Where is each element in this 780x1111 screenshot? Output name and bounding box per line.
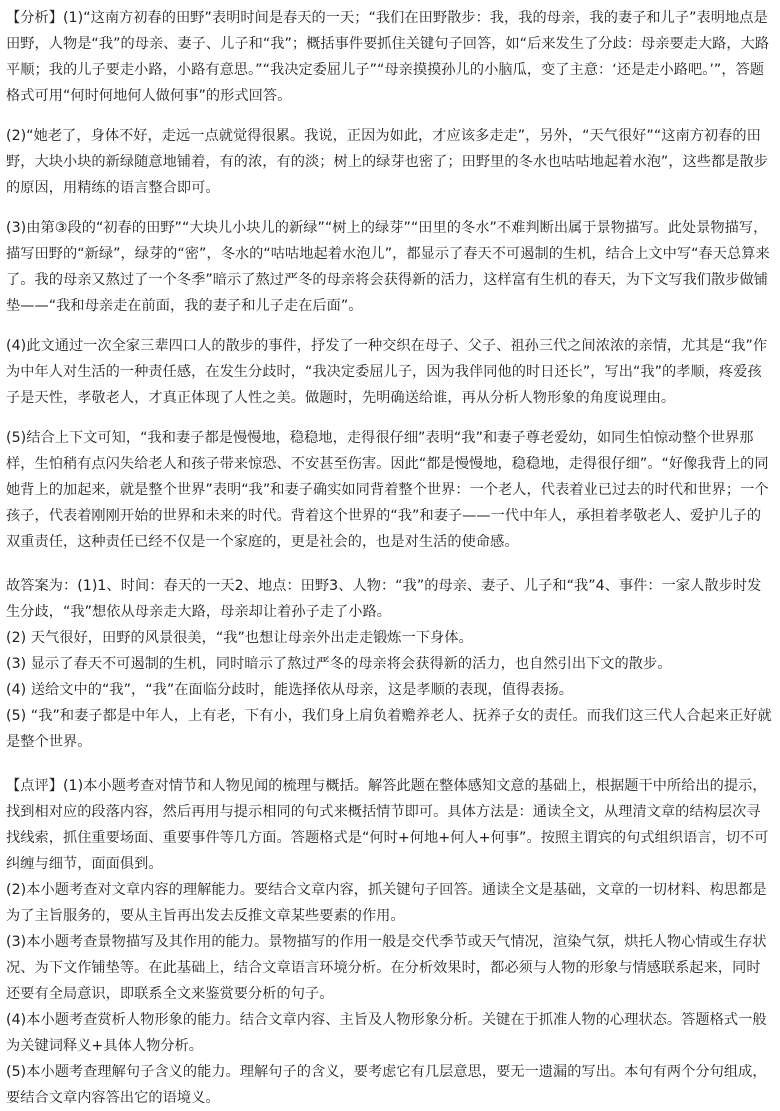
analysis-paragraph-4: (4)此文通过一次全家三辈四口人的散步的事件，抒发了一种交织在母子、父子、祖孙三代之间浓浓的亲情，尤其是“我”作为中年人对生活的一种责任感，在发生分歧时，“我决定委屈儿子，因为我伴同他的时日还长”，写出“我”的孝顺，疼爱孩子是天性，孝敬老人，才真正体现了人性之美。做题时，先明确送给谁，再从分析人物形象的角度说理由。 — [6, 338, 768, 406]
answer-paragraph-4: (4) 送给文中的“我”，“我”在面临分歧时，能选择依从母亲，这是孝顺的表现，值得表扬。 — [6, 682, 573, 698]
comment-paragraph-4: (4)本小题考查赏析人物形象的能力。结合文章内容、主旨及人物形象分析。关键在于抓准人物的心理状态。答题格式一般为关键词释义+具体人物分析。 — [6, 1012, 767, 1054]
answer-paragraph-2: (2) 天气很好，田野的风景很美，“我”也想让母亲外出走走锻炼一下身体。 — [6, 630, 473, 646]
analysis-paragraph-2: (2)“她老了，身体不好，走远一点就觉得很累。我说，正因为如此，才应该多走走”，另外，“天气很好”“这南方初春的田野，大块小块的新绿随意地铺着，有的浓，有的淡；树上的绿芽也密了；田野里的冬水也咕咕地起着水泡”，这些都是散步的原因，用精练的语言整合即可。 — [6, 128, 768, 196]
answer-paragraph-3: (3) 显示了春天不可遏制的生机，同时暗示了熬过严冬的母亲将会获得新的活力，也自然引出下文的散步。 — [6, 656, 672, 672]
answer-paragraph-5: (5) “我”和妻子都是中年人，上有老，下有小，我们身上肩负着赡养老人、抚养子女的责任。而我们这三代人合起来正好就是整个世界。 — [6, 708, 772, 750]
analysis-paragraph-5: (5)结合上下文可知，“我和妻子都是慢慢地，稳稳地，走得很仔细”表明“我”和妻子尊老爱幼，如同生怕惊动整个世界那样，生怕稍有点闪失给老人和孩子带来惊恐、不安甚至伤害。因此“都是慢慢地，稳稳地，走得很仔细”。“好像我背上的同她背上的加起来，就是整个世界”表明“我”和妻子确实如同背着整个世界：一个老人，代表着业已过去的时代和世界；一个孩子，代表着刚刚开始的世界和未来的时代。背着这个世界的“我”和妻子——一代中年人，承担着孝敬老人、爱护儿子的双重责任，这种责任已经不仅是一个家庭的，更是社会的，也是对生活的使命感。 — [6, 430, 769, 550]
comment-paragraph-1: 【点评】(1)本小题考查对情节和人物见闻的梳理与概括。解答此题在整体感知文意的基础上，根据题干中所给出的提示，找到相对应的段落内容，然后再用与提示相同的句式来概括情节即可。具体方法是：通读全文，从理清文章的结构层次寻找线索，抓住重要场面、重要事件等几方面。答题格式是“何时+何地+何人+何事”。按照主谓宾的句式组织语言，切不可纠缠与细节，面面俱到。 — [6, 778, 769, 872]
answer-paragraph-1: 故答案为：(1)1、时间：春天的一天2、地点：田野3、人物：“我”的母亲、妻子、儿子和“我”4、事件：一家人散步时发生分歧，“我”想依从母亲走大路，母亲却让着孙子走了小路。 — [6, 578, 762, 620]
comment-paragraph-5: (5)本小题考查理解句子含义的能力。理解句子的含义，要考虑它有几层意思，要无一遗漏的写出。本句有两个分句组成，要结合文章内容答出它的语境义。 — [6, 1064, 767, 1106]
analysis-paragraph-3: (3)由第③段的“初春的田野”“大块儿小块儿的新绿”“树上的绿芽”“田里的冬水”不难判断出属于景物描写。此处景物描写，描写田野的“新绿”，绿芽的“密”，冬水的“咕咕地起着水泡儿”，都显示了春天不可遏制的生机，结合上文中写“春天总算来了。我的母亲又熬过了一个冬季”暗示了熬过严冬的母亲将会获得新的活力，这样富有生机的春天，为下文写我们散步做铺垫——“我和母亲走在前面，我的妻子和儿子走在后面”。 — [6, 220, 770, 314]
comment-paragraph-2: (2)本小题考查对文章内容的理解能力。要结合文章内容，抓关键句子回答。通读全文是基础，文章的一切材料、构思都是为了主旨服务的，要从主旨再出发去反推文章某些要素的作用。 — [6, 882, 767, 924]
analysis-paragraph-1: 【分析】(1)“这南方初春的田野”表明时间是春天的一天；“我们在田野散步：我，我的母亲，我的妻子和儿子”表明地点是田野，人物是“我”的母亲、妻子、儿子和“我”；概括事件要抓住关键句子回答，如“后来发生了分歧：母亲要走大路，大路平顺；我的儿子要走小路，小路有意思。”“我决定委屈儿子”“母亲摸摸孙儿的小脑瓜，变了主意：‘还是走小路吧。’”，答题格式可用“何时何地何人做何事”的形式回答。 — [6, 10, 770, 104]
comment-paragraph-3: (3)本小题考查景物描写及其作用的能力。景物描写的作用一般是交代季节或天气情况，渲染气氛，烘托人物心情或生存状况、为下文作铺垫等。在此基础上，结合文章语言环境分析。在分析效果时，都必须与人物的形象与情感联系起来，同时还要有全局意识，即联系全文来鉴赏要分析的句子。 — [6, 934, 767, 1002]
